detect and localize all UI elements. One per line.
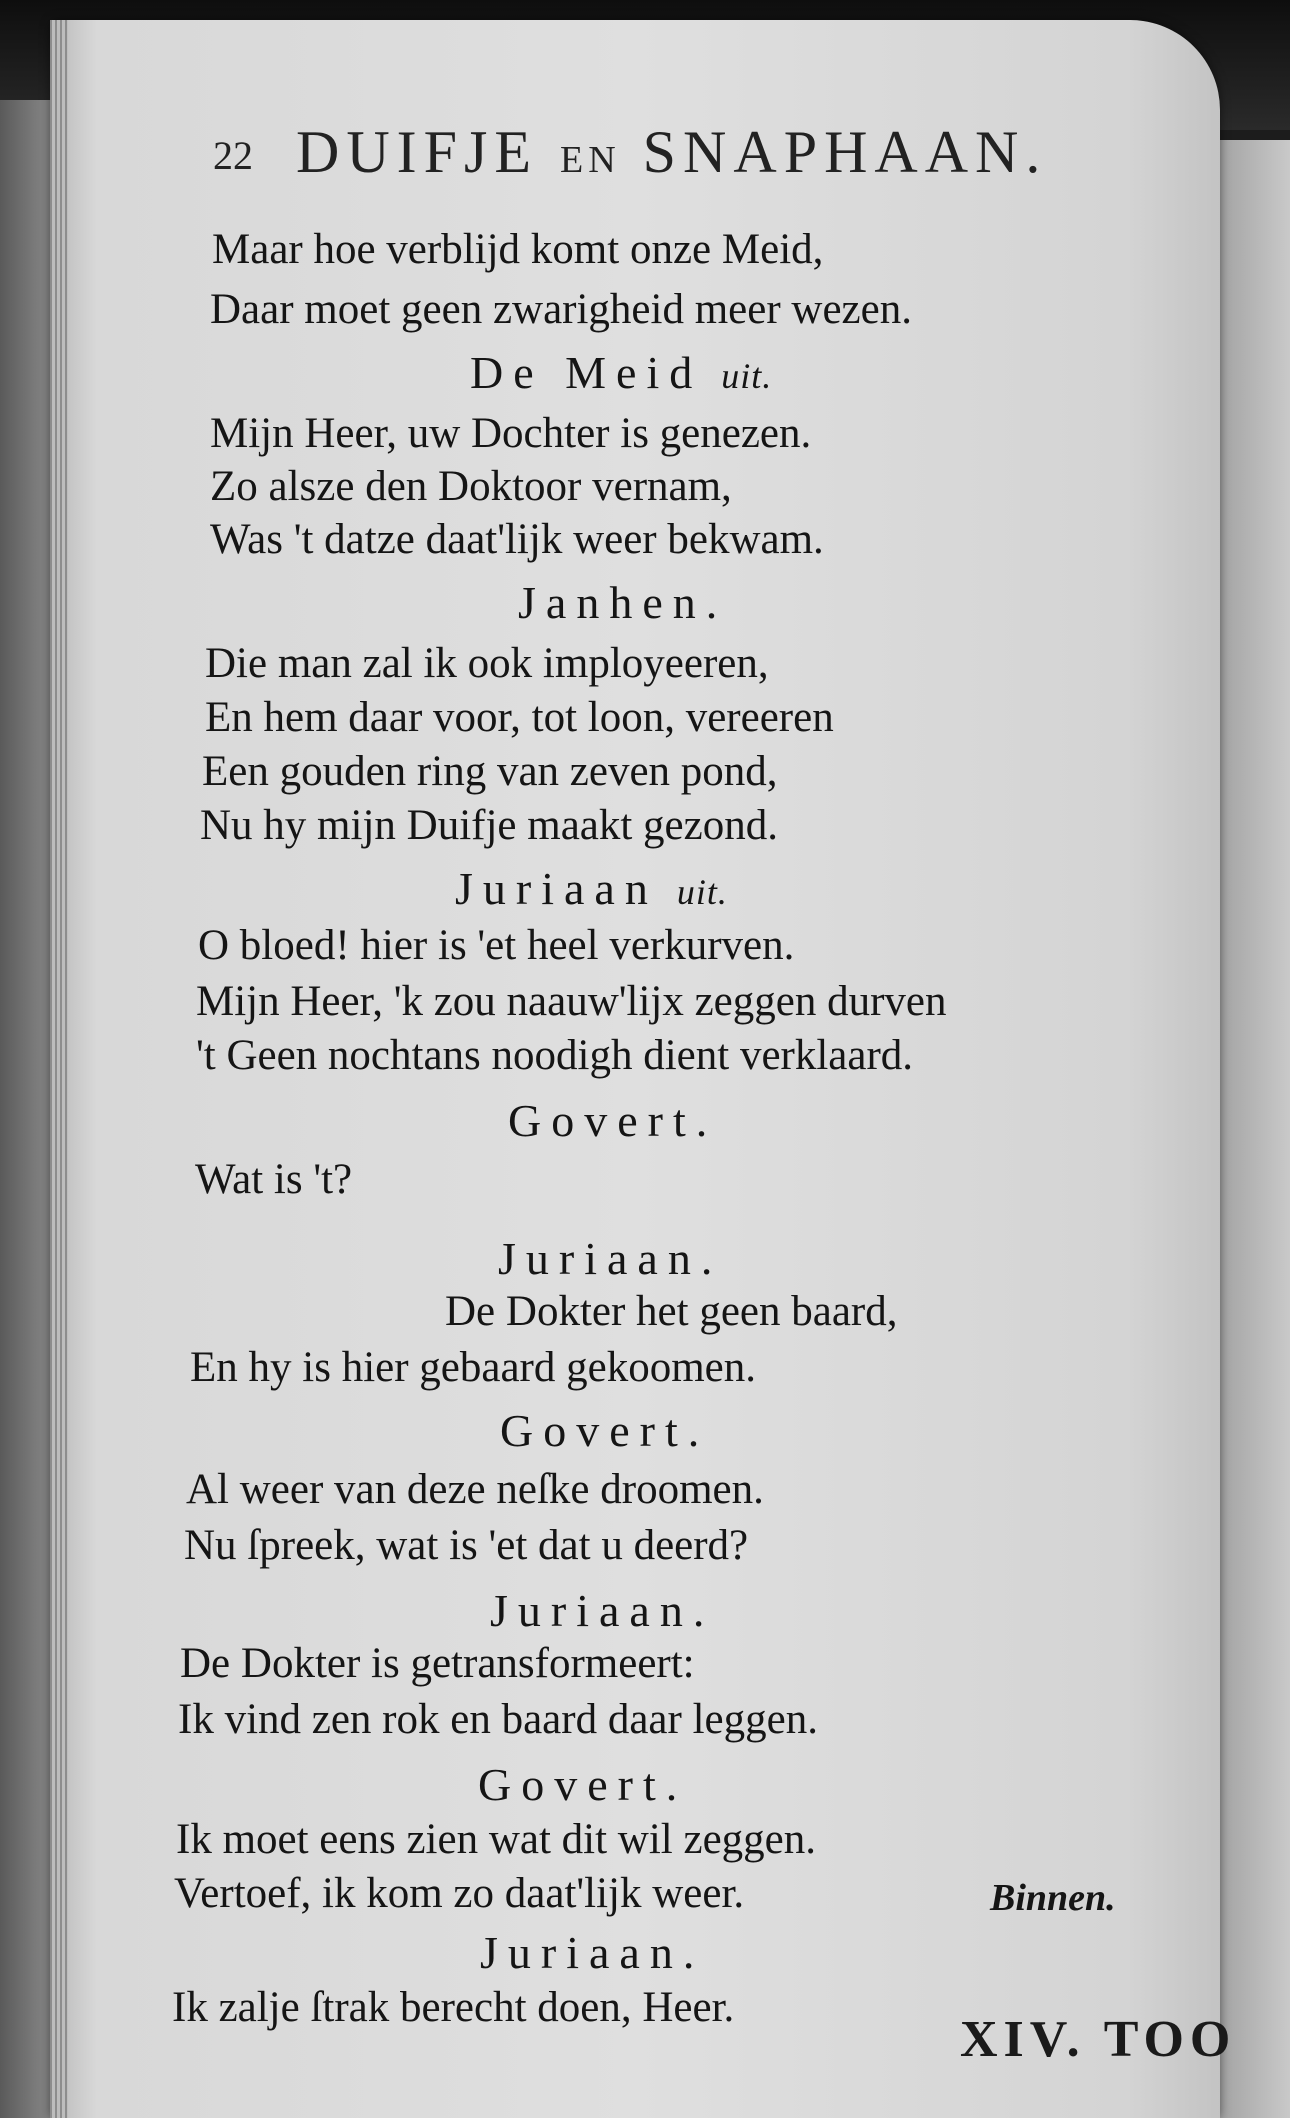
verse-line: O bloed! hier is 'et heel verkurven. — [198, 922, 795, 969]
verse-line: Wat is 't? — [195, 1156, 353, 1203]
title-part1: DUIFJE — [296, 119, 539, 185]
facing-page-edge — [1210, 140, 1290, 2118]
verse-line: Was 't datze daat'lijk weer bekwam. — [210, 516, 824, 563]
verse-line: Al weer van deze neſke droomen. — [186, 1466, 764, 1513]
stage-direction: Binnen. — [990, 1877, 1116, 1919]
verse-line: Een gouden ring van zeven pond, — [202, 748, 778, 795]
speaker-heading: Govert. — [478, 1759, 688, 1810]
verse-line: Nu ſpreek, wat is 'et dat u deerd? — [184, 1522, 749, 1569]
catchword: XIV. TOO — [960, 2011, 1237, 2068]
page-number: 22 — [213, 133, 253, 178]
speaker-heading: Govert. — [508, 1095, 718, 1146]
speaker-heading: Juriaan. — [480, 1927, 705, 1978]
verse-line: Ik zalje ſtrak berecht doen, Heer. — [172, 1984, 735, 2031]
verse-line: Ik vind zen rok en baard daar leggen. — [178, 1696, 818, 1743]
verse-line: En hem daar voor, tot loon, vereeren — [205, 694, 834, 741]
verse-line: De Dokter het geen baard, — [445, 1288, 898, 1335]
title-small: EN — [560, 139, 621, 181]
verse-line: Nu hy mijn Duifje maakt gezond. — [200, 802, 778, 849]
verse-line: Ik moet eens zien wat dit wil zeggen. — [176, 1816, 817, 1863]
verse-line: Maar hoe verblijd komt onze Meid, — [212, 226, 824, 273]
running-title — [296, 118, 1047, 187]
speaker-heading: Govert. — [500, 1405, 710, 1456]
verse-line: Die man zal ik ook imployeeren, — [205, 640, 769, 687]
verse-line: Mijn Heer, 'k zou naauw'lijx zeggen durven — [196, 978, 947, 1025]
speaker-heading: Juriaan uit. — [455, 863, 728, 914]
verse-line: Zo alsze den Doktoor vernam, — [210, 463, 732, 510]
verse-line: En hy is hier gebaard gekoomen. — [190, 1344, 756, 1391]
verse-line: 't Geen nochtans noodigh dient verklaard. — [196, 1032, 914, 1079]
verse-line: Vertoef, ik kom zo daat'lijk weer. — [174, 1870, 745, 1917]
title-part2: SNAPHAAN. — [642, 119, 1048, 185]
speaker-heading: De Meid uit. — [470, 347, 773, 398]
speaker-heading: Juriaan. — [490, 1585, 715, 1636]
verse-line: Mijn Heer, uw Dochter is genezen. — [210, 410, 812, 457]
verse-line: Daar moet geen zwarigheid meer wezen. — [210, 286, 912, 333]
page-stack-edge — [50, 20, 68, 2118]
verse-line: De Dokter is getransformeert: — [180, 1640, 695, 1687]
page-header — [163, 118, 1183, 198]
speaker-heading: Juriaan. — [498, 1233, 723, 1284]
speaker-heading: Janhen. — [518, 577, 728, 628]
